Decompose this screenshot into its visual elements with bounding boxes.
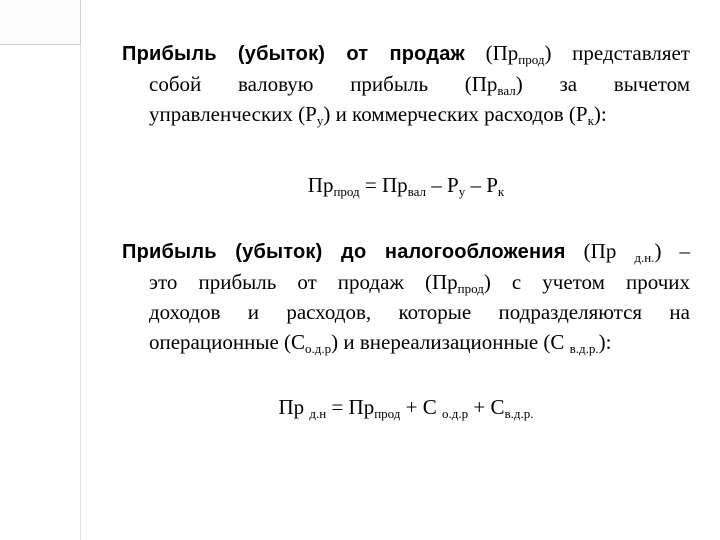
formula-sales-profit <box>122 170 690 200</box>
paragraph-line <box>122 99 690 129</box>
text-fragment: операционные (С <box>149 330 306 354</box>
subscript: о.д.р <box>305 341 332 356</box>
subscript: о.д.р <box>442 406 469 421</box>
subscript: к <box>497 184 505 199</box>
formula-term: = Пр <box>326 395 375 419</box>
text-fragment: (Пр <box>565 239 635 263</box>
subscript: прод <box>333 184 360 199</box>
formula-term: = Пр <box>359 173 408 197</box>
text-fragment: собой валовую прибыль (Пр <box>149 72 498 96</box>
paragraph-line <box>122 327 690 357</box>
paragraph-line <box>122 38 690 69</box>
text-fragment: ) и коммерческих расходов (Р <box>323 102 588 126</box>
formula-term: – Р <box>465 173 498 197</box>
paragraph-line <box>122 236 690 267</box>
subscript: в.д.р. <box>504 406 534 421</box>
formula-term: + С <box>468 395 505 419</box>
text-fragment: ) и внереализационные (С <box>331 330 570 354</box>
text-fragment: доходов и расходов, которые подразделяются на <box>149 300 690 324</box>
subscript: к <box>587 113 594 128</box>
paragraph-pretax-profit <box>122 236 690 357</box>
text-fragment: ) с учетом прочих <box>483 270 690 294</box>
subscript: у <box>458 184 466 199</box>
term-pretax-profit: Прибыль (убыток) до налогообложения <box>122 241 566 263</box>
paragraph-line <box>122 69 690 99</box>
text-fragment: ): <box>598 330 612 354</box>
subscript: прод <box>518 52 545 67</box>
subscript: у <box>316 113 324 128</box>
subscript: вал <box>497 83 516 98</box>
subscript: прод <box>374 406 401 421</box>
text-fragment: (Пр <box>464 41 519 65</box>
subscript: в.д.р. <box>569 341 599 356</box>
text-fragment: управленческих (Р <box>149 102 317 126</box>
subscript: прод <box>457 281 484 296</box>
text-fragment: ) – <box>654 239 690 263</box>
formula-term: – Р <box>426 173 459 197</box>
formula-term: Пр <box>278 395 310 419</box>
paragraph-line <box>122 267 690 297</box>
slide-margin-line <box>0 0 81 540</box>
text-fragment: ) за вычетом <box>515 72 690 96</box>
formula-term: + С <box>400 395 443 419</box>
subscript: д.н <box>309 406 327 421</box>
slide-corner-decoration <box>0 0 81 45</box>
subscript: д.н. <box>634 250 655 265</box>
formula-term: Пр <box>307 173 334 197</box>
text-fragment: ) представляет <box>544 41 690 65</box>
term-sales-profit: Прибыль (убыток) от продаж <box>122 43 465 65</box>
subscript: вал <box>407 184 427 199</box>
text-fragment: ): <box>593 102 607 126</box>
paragraph-sales-profit <box>122 38 690 129</box>
text-fragment: это прибыль от продаж (Пр <box>149 270 458 294</box>
formula-pretax-profit <box>122 392 690 422</box>
paragraph-line <box>122 297 690 327</box>
